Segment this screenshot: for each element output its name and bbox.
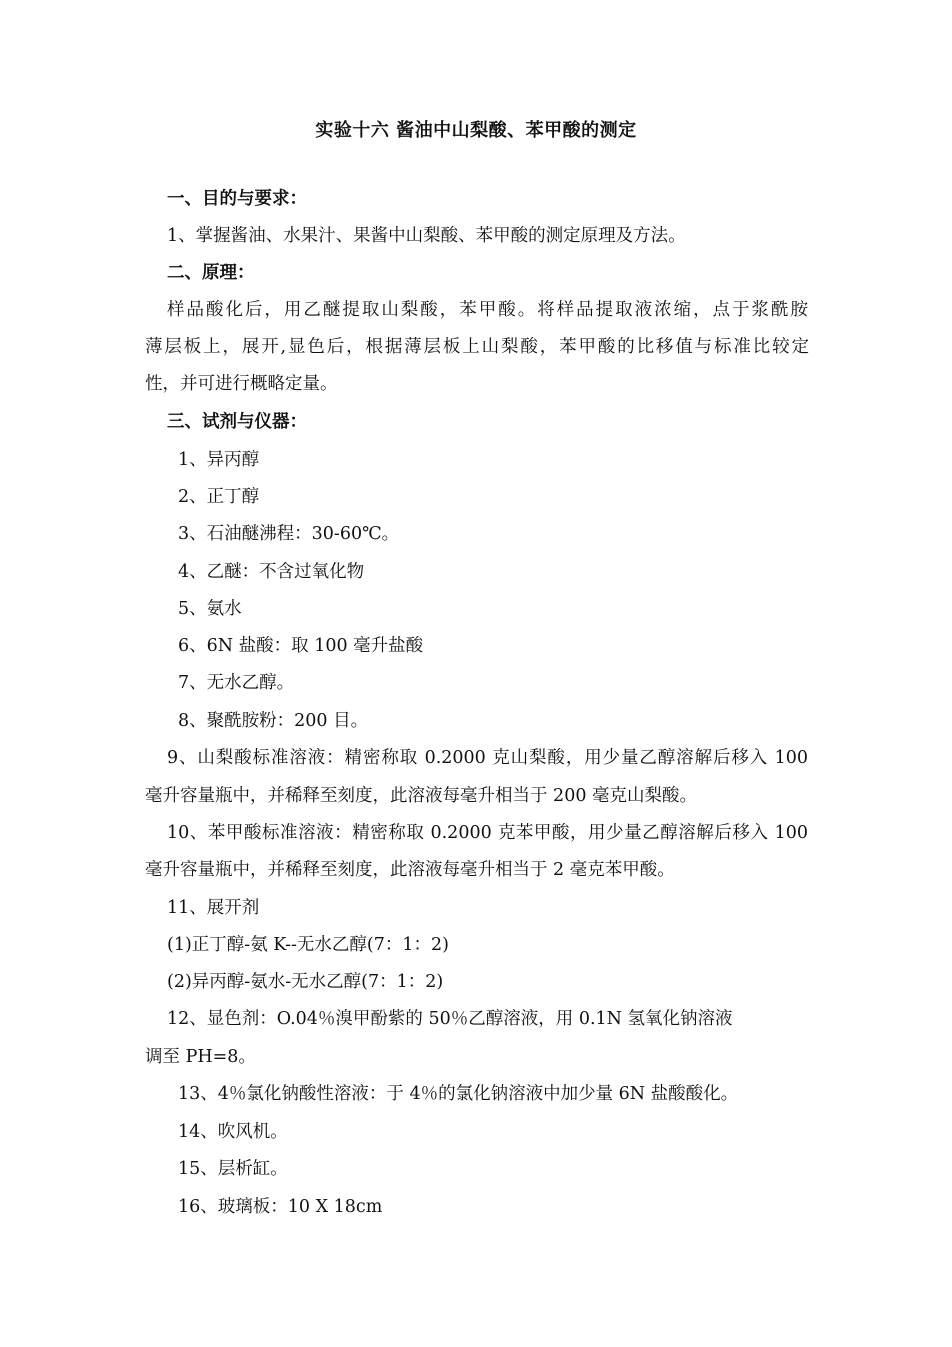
reagent-item-11-sub-2: (2)异丙醇-氨水-无水乙醇(7：1：2)	[167, 972, 444, 992]
reagent-item-2: 2、正丁醇	[178, 487, 260, 507]
principle-paragraph-line-2: 薄层板上，展开,显色后，根据薄层板上山梨酸，苯甲酸的比移值与标准比较定	[145, 337, 809, 357]
purpose-item-1: 1、掌握酱油、水果汁、果酱中山梨酸、苯甲酸的测定原理及方法。	[167, 226, 686, 246]
principle-paragraph-line-1: 样品酸化后，用乙醚提取山梨酸，苯甲酸。将样品提取液浓缩，点于浆酰胺	[167, 300, 808, 320]
reagent-item-9-line-2: 毫升容量瓶中，并稀释至刻度，此溶液每毫升相当于 200 毫克山梨酸。	[145, 786, 698, 806]
reagent-item-14: 14、吹风机。	[178, 1122, 288, 1142]
reagent-item-12-line-1: 12、显色剂：O.04％溴甲酚紫的 50％乙醇溶液，用 0.1N 氢氧化钠溶液	[167, 1009, 733, 1029]
reagent-item-10-line-2: 毫升容量瓶中，并稀释至刻度，此溶液每毫升相当于 2 毫克苯甲酸。	[145, 860, 675, 880]
reagent-item-11: 11、展开剂	[167, 898, 260, 918]
reagent-item-11-sub-1: (1)正丁醇-氨 K--无水乙醇(7：1：2)	[167, 935, 449, 955]
reagent-item-15: 15、层析缸。	[178, 1159, 288, 1179]
page-title: 实验十六 酱油中山梨酸、苯甲酸的测定	[315, 120, 637, 141]
section-heading-principle: 二、原理：	[167, 263, 255, 283]
reagent-item-6: 6、6N 盐酸：取 100 毫升盐酸	[178, 636, 424, 656]
reagent-item-1: 1、异丙醇	[178, 450, 260, 470]
reagent-item-3: 3、石油醚沸程：30-60℃。	[178, 524, 400, 544]
reagent-item-10-line-1: 10、苯甲酸标准溶液：精密称取 0.2000 克苯甲酸，用少量乙醇溶解后移入 100	[167, 823, 808, 843]
reagent-item-4: 4、乙醚：不含过氧化物	[178, 562, 365, 582]
reagent-item-7: 7、无水乙醇。	[178, 673, 295, 693]
section-heading-reagents: 三、试剂与仪器：	[167, 412, 307, 432]
section-heading-purpose: 一、目的与要求：	[167, 189, 307, 209]
reagent-item-5: 5、氨水	[178, 599, 242, 619]
reagent-item-8: 8、聚酰胺粉：200 目。	[178, 711, 369, 731]
reagent-item-16: 16、玻璃板：10 X 18cm	[178, 1197, 383, 1217]
reagent-item-13: 13、4％氯化钠酸性溶液：于 4％的氯化钠溶液中加少量 6N 盐酸酸化。	[178, 1084, 739, 1104]
reagent-item-12-line-2: 调至 PH=8。	[145, 1047, 256, 1067]
reagent-item-9-line-1: 9、山梨酸标准溶液：精密称取 0.2000 克山梨酸，用少量乙醇溶解后移入 100	[167, 748, 808, 768]
principle-paragraph-line-3: 性，并可进行概略定量。	[145, 374, 338, 394]
